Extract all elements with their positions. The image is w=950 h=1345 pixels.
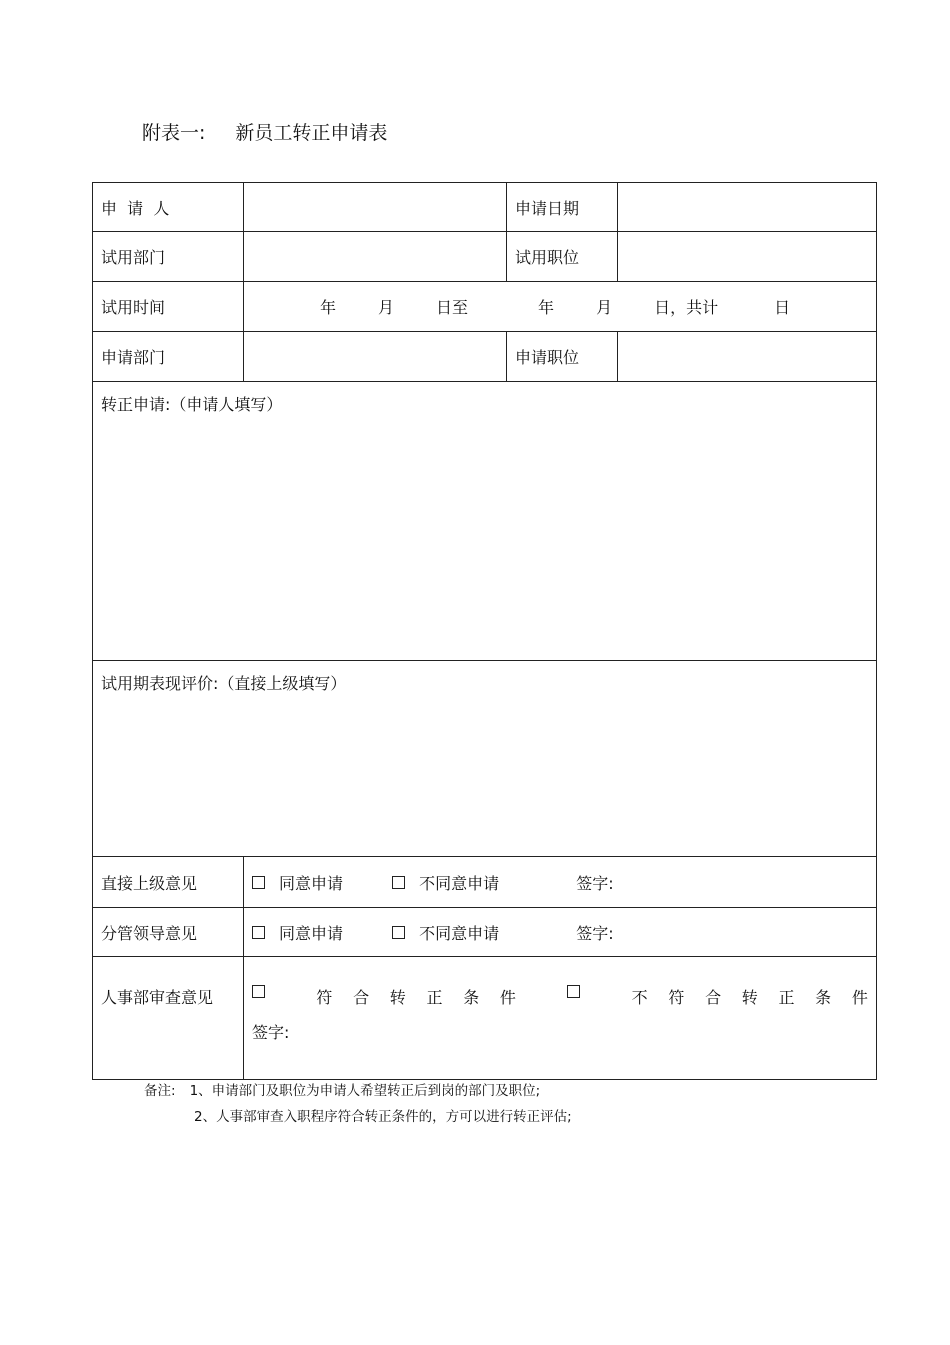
year1-text: 年 <box>320 298 337 317</box>
row-apply-dept <box>93 332 877 382</box>
application-form <box>92 182 877 1080</box>
hr-meets-checkbox-icon[interactable] <box>252 985 265 998</box>
apply-position-field[interactable] <box>618 332 877 382</box>
supervisor-opinion-field <box>244 857 877 908</box>
row-supervisor-opinion <box>93 857 877 908</box>
trial-position-label: 试用职位 <box>507 232 618 282</box>
manager-signature-label: 签字: <box>576 923 614 943</box>
trial-dept-label: 试用部门 <box>93 232 244 282</box>
trial-period-field[interactable] <box>244 282 877 332</box>
checkbox-icon[interactable] <box>392 926 405 939</box>
row-trial-period <box>93 282 877 332</box>
regularization-area[interactable] <box>93 382 877 661</box>
supervisor-agree-option[interactable] <box>252 871 343 894</box>
notes-label: 备注: <box>144 1083 176 1099</box>
document-title <box>142 118 387 145</box>
apply-dept-field[interactable] <box>244 332 507 382</box>
row-hr-opinion <box>93 957 877 1080</box>
trial-position-field[interactable] <box>618 232 877 282</box>
note-item-1: 1、申请部门及职位为申请人希望转正后到岗的部门及职位; <box>189 1083 541 1099</box>
supervisor-opinion-label: 直接上级意见 <box>93 857 244 908</box>
disagree-text: 不同意申请 <box>419 873 500 893</box>
note-item-2: 2、人事部审查入职程序符合转正条件的，方可以进行转正评估; <box>194 1109 572 1125</box>
manager-opinion-label: 分管领导意见 <box>93 908 244 957</box>
apply-date-label: 申请日期 <box>507 183 618 232</box>
applicant-label: 申 请 人 <box>93 183 244 232</box>
manager-opinion-field <box>244 908 877 957</box>
hr-meets-char: 正 <box>426 988 443 1007</box>
hr-meets-char: 符 <box>316 988 333 1007</box>
hr-not-meets-checkbox-icon[interactable] <box>567 985 580 998</box>
trial-period-label: 试用时间 <box>93 282 244 332</box>
hr-not-meets-char: 件 <box>851 988 868 1007</box>
hr-opinion-field <box>244 957 877 1080</box>
apply-date-field[interactable] <box>618 183 877 232</box>
supervisor-disagree-option[interactable] <box>392 871 499 894</box>
hr-not-meets-char: 合 <box>705 988 722 1007</box>
row-trial-dept <box>93 232 877 282</box>
hr-meets-char: 合 <box>353 988 370 1007</box>
hr-meets-char: 转 <box>389 988 406 1007</box>
disagree-text: 不同意申请 <box>419 923 500 943</box>
row-evaluation <box>93 661 877 857</box>
agree-text: 同意申请 <box>279 923 344 943</box>
year2-text: 年 <box>538 298 555 317</box>
hr-not-meets-char: 正 <box>778 988 795 1007</box>
month1-text: 月 <box>378 298 395 317</box>
regularization-label: 转正申请:（申请人填写） <box>101 395 283 414</box>
checkbox-icon[interactable] <box>252 926 265 939</box>
day-to-text: 日至 <box>436 298 469 317</box>
notes <box>144 1078 572 1130</box>
hr-meets-char: 件 <box>499 988 516 1007</box>
title-name: 新员工转正申请表 <box>235 122 388 144</box>
hr-signature-label: 签字: <box>252 1023 290 1042</box>
month2-text: 月 <box>596 298 613 317</box>
hr-not-meets-char: 不 <box>631 988 648 1007</box>
apply-dept-label: 申请部门 <box>93 332 244 382</box>
manager-agree-option[interactable] <box>252 921 343 944</box>
manager-disagree-option[interactable] <box>392 921 499 944</box>
checkbox-icon[interactable] <box>392 876 405 889</box>
evaluation-label: 试用期表现评价:（直接上级填写） <box>101 674 347 693</box>
row-regularization <box>93 382 877 661</box>
hr-opinion-label: 人事部审查意见 <box>93 957 244 1080</box>
trial-dept-field[interactable] <box>244 232 507 282</box>
hr-options-line <box>252 985 868 1008</box>
hr-meets-char: 条 <box>463 988 480 1007</box>
hr-not-meets-char: 条 <box>815 988 832 1007</box>
supervisor-signature-label: 签字: <box>576 873 614 893</box>
apply-position-label: 申请职位 <box>507 332 618 382</box>
applicant-field[interactable] <box>244 183 507 232</box>
row-manager-opinion <box>93 908 877 957</box>
day-total-text: 日，共计 <box>654 298 719 317</box>
evaluation-area[interactable] <box>93 661 877 857</box>
day-end-text: 日 <box>774 298 791 317</box>
agree-text: 同意申请 <box>279 873 344 893</box>
hr-not-meets-char: 转 <box>741 988 758 1007</box>
checkbox-icon[interactable] <box>252 876 265 889</box>
hr-not-meets-char: 符 <box>668 988 685 1007</box>
row-applicant <box>93 183 877 232</box>
title-prefix: 附表一: <box>142 122 206 144</box>
